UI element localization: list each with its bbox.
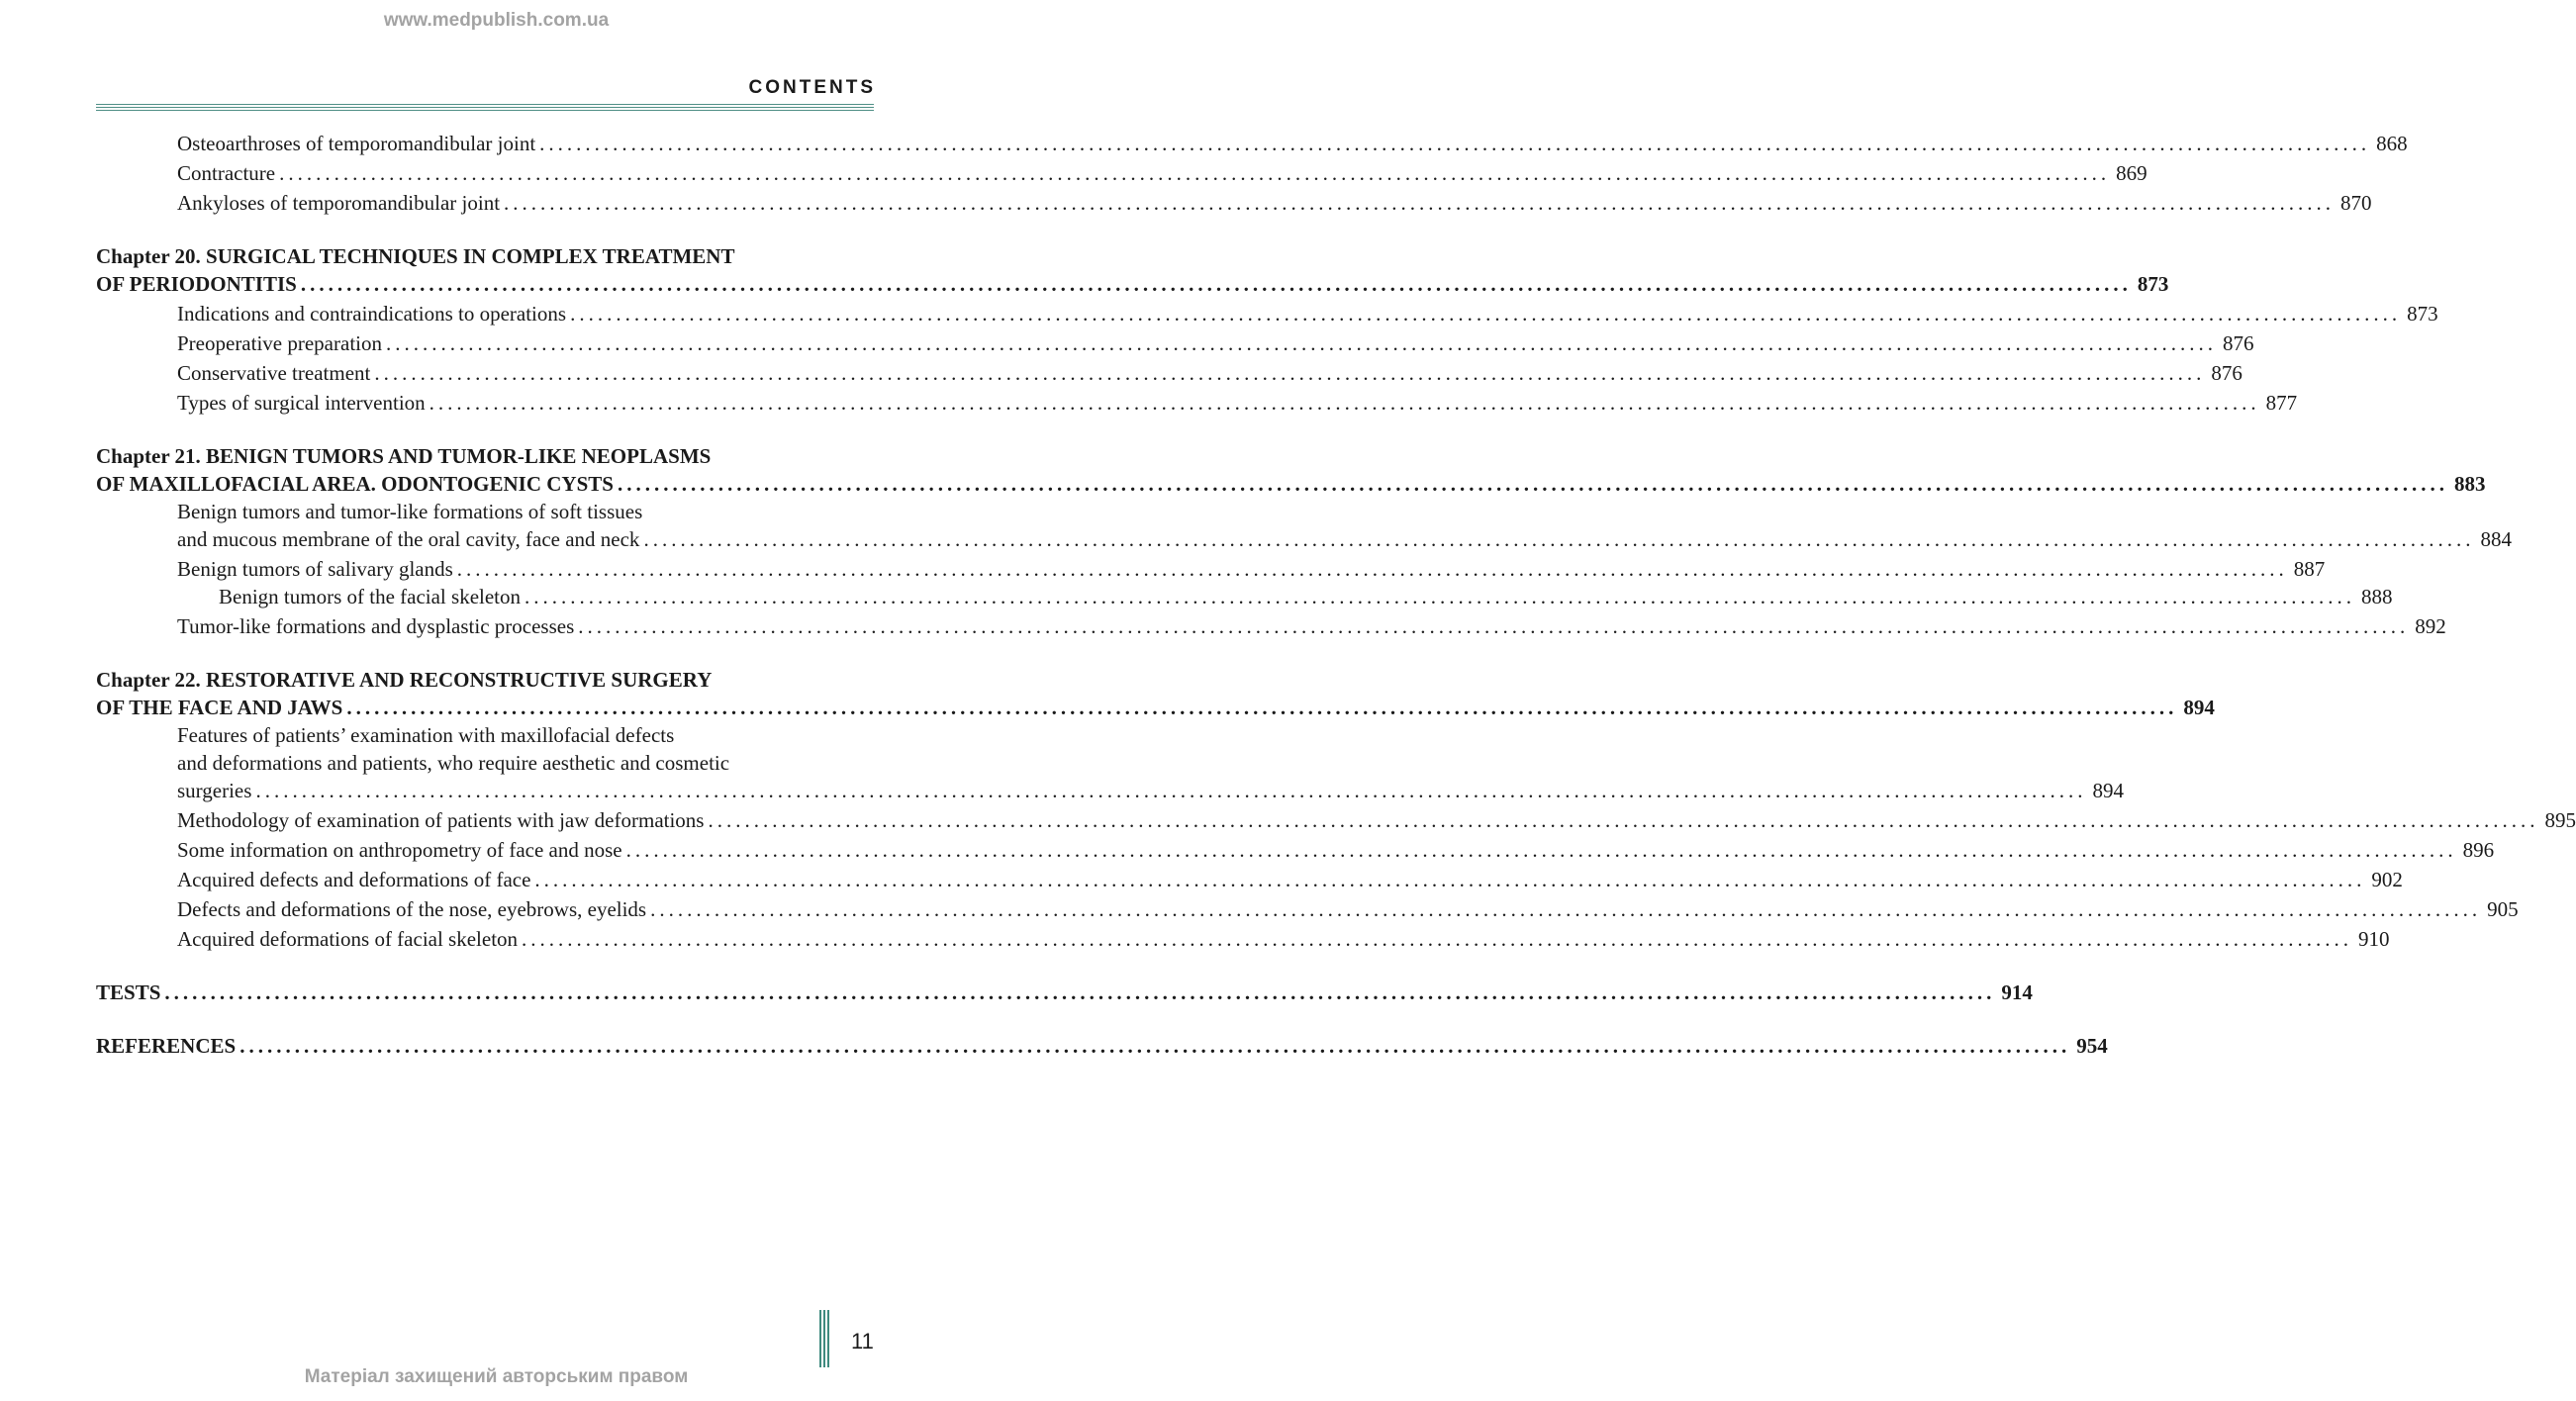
toc-entry-page: 870 xyxy=(2340,191,2372,215)
toc-entry-title: and mucous membrane of the oral cavity, face and neck xyxy=(177,527,640,551)
leader-dots: ........................................................................................................................................................................................................ xyxy=(625,838,2457,862)
toc-entry-page: 876 xyxy=(2211,361,2242,385)
watermark-url: www.medpublish.com.ua xyxy=(383,10,610,31)
toc-entry[interactable] xyxy=(96,300,2438,327)
toc-entry-line[interactable]: and deformations and patients, who require aesthetic and cosmetic xyxy=(177,751,730,775)
toc-entry-title: surgeries xyxy=(177,779,252,802)
toc-entry-line[interactable]: Features of patients’ examination with maxillofacial defects xyxy=(177,723,675,747)
page-number: 11 xyxy=(851,1329,874,1354)
running-head: CONTENTS xyxy=(748,77,876,98)
leader-dots: ........................................................................................................................................................................................................ xyxy=(539,132,2371,155)
toc-entry[interactable] xyxy=(96,806,2576,834)
toc-entry[interactable] xyxy=(96,389,2298,417)
chapter-title: OF THE FACE AND JAWS xyxy=(96,696,343,719)
toc-entry-title: Benign tumors of the facial skeleton xyxy=(219,585,522,608)
toc-entry[interactable] xyxy=(96,159,2147,187)
leader-dots: ........................................................................................................................................................................................................ xyxy=(643,527,2475,551)
toc-entry-title: Some information on anthropometry of face and nose xyxy=(177,838,622,862)
toc-entry[interactable] xyxy=(96,836,2495,864)
leader-dots: ........................................................................................................................................................................................................ xyxy=(239,1034,2071,1058)
leader-dots: ........................................................................................................................................................................................................ xyxy=(386,331,2217,355)
chapter-heading-cont[interactable] xyxy=(96,270,2169,298)
toc-entry-title: Types of surgical intervention xyxy=(177,391,426,415)
toc-entry-page: 894 xyxy=(2092,779,2124,802)
toc-entry-page: 905 xyxy=(2487,897,2519,921)
toc-entry-page: 869 xyxy=(2116,161,2147,185)
leader-dots: ........................................................................................................................................................................................................ xyxy=(617,472,2448,496)
toc-entry-page: 902 xyxy=(2371,868,2403,891)
toc-entry-title: Benign tumors of salivary glands xyxy=(177,557,453,581)
chapter-title: OF PERIODONTITIS xyxy=(96,272,297,296)
toc-references[interactable] xyxy=(96,1032,2108,1060)
toc-entry-title: Indications and contraindications to operations xyxy=(177,302,567,326)
copyright-watermark: Матеріал захищений авторським правом xyxy=(304,1366,689,1387)
toc-entry-title: Conservative treatment xyxy=(177,361,371,385)
toc-entry-title: Tumor-like formations and dysplastic processes xyxy=(177,614,575,638)
toc-tests[interactable] xyxy=(96,979,2033,1006)
toc-entry-line[interactable]: Benign tumors and tumor-like formations of soft tissues xyxy=(177,500,643,523)
chapter-page: 894 xyxy=(2183,696,2215,719)
section-page: 914 xyxy=(2001,981,2033,1004)
header-rule xyxy=(96,104,874,113)
toc-entry[interactable] xyxy=(96,777,2124,804)
leader-dots: ........................................................................................................................................................................................................ xyxy=(570,302,2402,326)
toc-entry-title: Preoperative preparation xyxy=(177,331,382,355)
chapter-heading-cont[interactable] xyxy=(96,694,2215,721)
toc-entry-page: 887 xyxy=(2293,557,2326,581)
toc-entry[interactable] xyxy=(96,359,2242,387)
toc-entry-title: Defects and deformations of the nose, eyebrows, eyelids xyxy=(177,897,647,921)
table-of-contents xyxy=(96,130,2576,1060)
section-title: REFERENCES xyxy=(96,1034,237,1058)
leader-dots: ........................................................................................................................................................................................................ xyxy=(650,897,2482,921)
leader-dots: ........................................................................................................................................................................................................ xyxy=(534,868,2366,891)
toc-entry[interactable] xyxy=(96,866,2403,893)
toc-entry[interactable] xyxy=(96,525,2512,553)
chapter-title: OF MAXILLOFACIAL AREA. ODONTOGENIC CYSTS xyxy=(96,472,614,496)
leader-dots: ........................................................................................................................................................................................................ xyxy=(255,779,2087,802)
leader-dots: ........................................................................................................................................................................................................ xyxy=(525,585,2356,608)
toc-entry-page: 888 xyxy=(2361,585,2393,608)
toc-entry-page: 895 xyxy=(2544,808,2576,832)
toc-entry-page: 877 xyxy=(2265,391,2298,415)
section-title: TESTS xyxy=(96,981,161,1004)
toc-entry[interactable] xyxy=(96,895,2519,923)
toc-entry-title: Ankyloses of temporomandibular joint xyxy=(177,191,501,215)
toc-entry-page: 892 xyxy=(2415,614,2446,638)
toc-entry-page: 910 xyxy=(2358,927,2390,951)
toc-entry[interactable] xyxy=(96,329,2254,357)
leader-dots: ........................................................................................................................................................................................................ xyxy=(456,557,2288,581)
leader-dots: ........................................................................................................................................................................................................ xyxy=(374,361,2206,385)
page-number-rule xyxy=(819,1310,829,1367)
toc-entry[interactable] xyxy=(96,189,2372,217)
toc-entry-title: Contracture xyxy=(177,161,276,185)
toc-entry[interactable] xyxy=(96,925,2390,953)
toc-entry-page: 896 xyxy=(2462,838,2495,862)
leader-dots: ........................................................................................................................................................................................................ xyxy=(708,808,2539,832)
chapter-page: 873 xyxy=(2137,272,2169,296)
toc-entry[interactable] xyxy=(96,583,2393,610)
leader-dots: ........................................................................................................................................................................................................ xyxy=(504,191,2336,215)
chapter-heading[interactable]: Chapter 22. RESTORATIVE AND RECONSTRUCTIVE SURGERY xyxy=(96,668,713,692)
toc-entry-page: 873 xyxy=(2407,302,2438,326)
leader-dots: ........................................................................................................................................................................................................ xyxy=(429,391,2260,415)
toc-entry-title: Acquired defects and deformations of face xyxy=(177,868,531,891)
toc-entry-page: 876 xyxy=(2223,331,2254,355)
toc-entry-page: 868 xyxy=(2376,132,2408,155)
leader-dots: ........................................................................................................................................................................................................ xyxy=(300,272,2132,296)
toc-entry-page: 884 xyxy=(2480,527,2512,551)
section-page: 954 xyxy=(2076,1034,2108,1058)
chapter-heading[interactable]: Chapter 20. SURGICAL TECHNIQUES IN COMPLEX TREATMENT xyxy=(96,244,735,268)
leader-dots: ........................................................................................................................................................................................................ xyxy=(578,614,2410,638)
leader-dots: ........................................................................................................................................................................................................ xyxy=(164,981,1996,1004)
toc-entry[interactable] xyxy=(96,130,2408,157)
chapter-page: 883 xyxy=(2453,472,2486,496)
toc-entry-title: Acquired deformations of facial skeleton xyxy=(177,927,519,951)
leader-dots: ........................................................................................................................................................................................................ xyxy=(346,696,2178,719)
toc-entry-title: Osteoarthroses of temporomandibular joint xyxy=(177,132,536,155)
toc-entry[interactable] xyxy=(96,612,2446,640)
chapter-heading[interactable]: Chapter 21. BENIGN TUMORS AND TUMOR-LIKE NEOPLASMS xyxy=(96,444,712,468)
toc-entry-title: Methodology of examination of patients with jaw deformations xyxy=(177,808,705,832)
toc-entry[interactable] xyxy=(96,555,2326,583)
leader-dots: ........................................................................................................................................................................................................ xyxy=(279,161,2111,185)
leader-dots: ........................................................................................................................................................................................................ xyxy=(522,927,2353,951)
chapter-heading-cont[interactable] xyxy=(96,470,2486,498)
